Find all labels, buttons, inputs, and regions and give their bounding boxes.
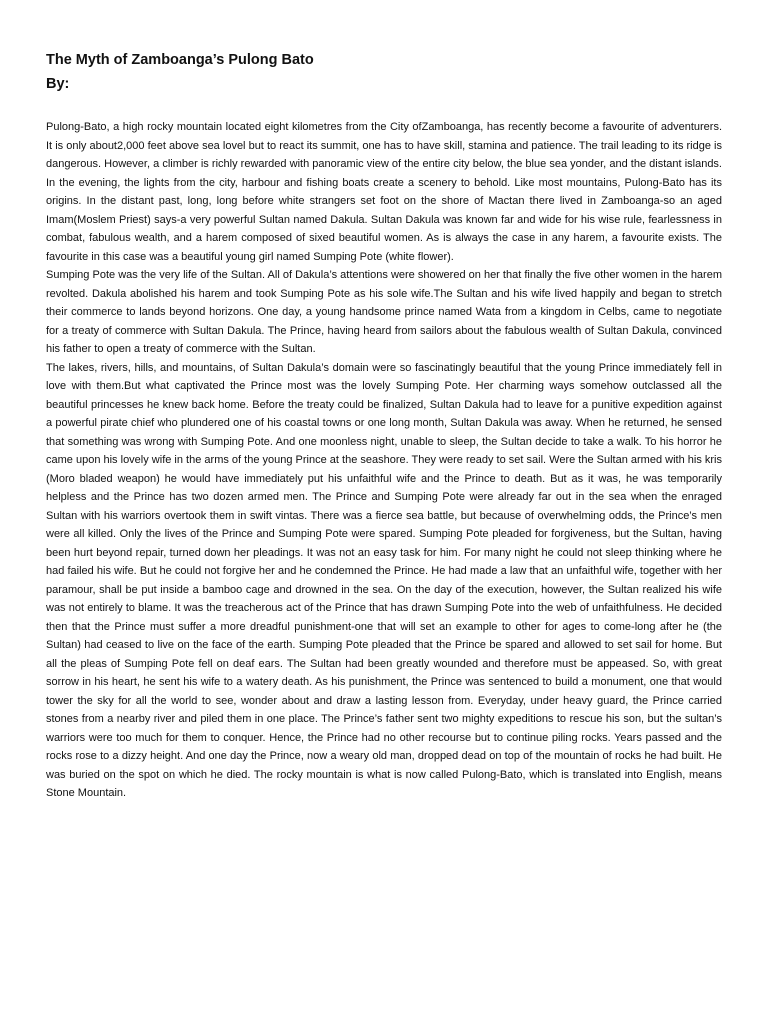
document-title: The Myth of Zamboanga’s Pulong Bato	[46, 52, 314, 68]
paragraph-1: Pulong-Bato, a high rocky mountain located eight kilometres from the City ofZamboanga, has recently become a favourite of adventurers. It is only about2,000 feet above sea lovel but to react its summit, one has to have skill, stamina and patience. The trail leading to its ridge is dangerous. However, a climber is richly rewarded with panoramic view of the entire city below, the blue sea yonder, and the distant islands. In the evening, the lights from the city, harbour and fishing boats create a scenery to behold. Like most mountains, Pulong-Bato has its origins. In the distant past, long, long before white strangers set foot on the shore of Mactan there lived in Zamboanga-so an aged Imam(Moslem Priest) says-a very powerful Sultan named Dakula. Sultan Dakula was known far and wide for his wise rule, fearlessness in combat, fabulous wealth, and a harem composed of sixed beautiful women. As is always the case in any harem, a favourite exists. The favourite in this case was a beautiful young girl named Sumping Pote (white flower).	[46, 121, 722, 263]
document-body	[46, 118, 722, 803]
paragraph-2: Sumping Pote was the very life of the Sultan. All of Dakula’s attentions were showered on her that finally the five other women in the harem revolted. Dakula abolished his harem and took Sumping Pote as his sole wife.The Sultan and his wife lived happily and began to stretch their commerce to lands beyond horizons. One day, a young handsome prince named Wata from a kingdom in Celbs, came to negotiate for a treaty of commerce with Sultan Dakula. The Prince, having heard from sailors about the fabulous wealth of Sultan Dakula, convinced his father to open a treaty of commerce with the Sultan.	[46, 269, 722, 355]
author-byline: By:	[46, 76, 70, 92]
paragraph-3: The lakes, rivers, hills, and mountains, of Sultan Dakula’s domain were so fascinatingly beautiful that the young Prince immediately fell in love with them.But what captivated the Prince most was the lovely Sumping Pote. Her charming ways somehow outclassed all the beautiful princesses he knew back home. Before the treaty could be finalized, Sultan Dakula had to leave for a punitive expedition against a powerful pirate chief who plundered one of his coastal towns or one long month, Sultan Dakula was away. When he returned, he sensed that something was wrong with Sumping Pote. And one moonless night, unable to sleep, the Sultan decide to take a walk. To his horror he came upon his lovely wife in the arms of the young Prince at the seashore. They were ready to set sail. Were the Sultan armed with his kris (Moro bladed weapon) he would have immediately put his unfaithful wife and the Prince to death. But as it was, he was temporarily helpless and the Prince has two dozen armed men. The Prince and Sumping Pote were already far out in the sea when the enraged Sultan with his warriors overtook them in swift vintas. There was a fierce sea battle, but because of overwhelming odds, the Prince’s men were all killed. Only the lives of the Prince and Sumping Pote were spared. Sumping Pote pleaded for forgiveness, but the Sultan, having been hurt beyond repair, turned down her pleadings. It was not an easy task for him. For many night he could not sleep thinking where he had failed his wife. But he could not forgive her and he condemned the Prince. He had made a law that an unfaithful wife, together with her paramour, shall be put inside a bamboo cage and drowned in the sea. On the day of the execution, however, the Sultan realized his wife was not entirely to blame. It was the treacherous act of the Prince that has drawn Sumping Pote into the web of unfaithfulness. He decided then that the Prince must suffer a more dreadful punishment-one that will set an example to other for ages to come-long after he (the Sultan) had ceased to live on the face of the earth. Sumping Pote pleaded that the Prince be spared and allowed to set sail for home. But all the pleas of Sumping Pote fell on deaf ears. The Sultan had been greatly wounded and therefore must be appeased. So, with great sorrow in his heart, he sent his wife to a watery death. As his punishment, the Prince was sentenced to build a monument, one that would tower the sky for all the world to see, wonder about and draw a lasting lesson from. Everyday, under heavy guard, the Prince carried stones from a nearby river and piled them in one place. The Prince’s father sent two mighty expeditions to rescue his son, but the sultan’s warriors were too much for them to conquer. Hence, the Prince had no other recourse but to continue piling rocks. Years passed and the rocks rose to a dizzy height. And one day the Prince, now a weary old man, dropped dead on top of the mountain of rocks he had built. He was buried on the spot on which he died. The rocky mountain is what is now called Pulong-Bato, which is translated into English, means Stone Mountain.	[46, 361, 722, 799]
